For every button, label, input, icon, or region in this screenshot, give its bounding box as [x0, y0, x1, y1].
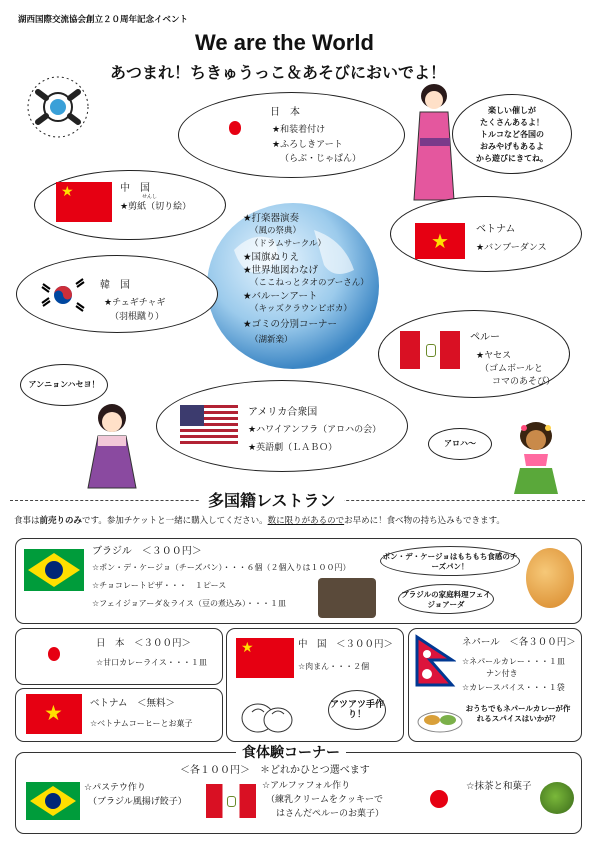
- brazil-item-1: ☆ポン・デ・ケージョ（チーズパン）・・・６個（２個入りは１００円）: [92, 563, 351, 572]
- peru-item-3: コマのあそび）: [492, 377, 556, 387]
- nikuman-icon: [236, 690, 296, 736]
- guide-line-2: たくさんあるよ！: [480, 118, 544, 127]
- restaurant-note: [14, 514, 505, 526]
- korea-item-1: ★チェギチャギ: [104, 298, 166, 308]
- event-subtitle: あつまれ！ちきゅうっこ＆あそびにおいでよ！: [110, 63, 447, 82]
- hula-girl-icon: [506, 420, 566, 495]
- note-bold: 前売りのみ: [39, 516, 83, 526]
- brazil-tag-1: ポン・デ・ケージョはもちもち食感のチーズパン！: [380, 546, 520, 576]
- nepal-restaurant-item-2: ナン付き: [486, 669, 518, 678]
- brazil-item-3: ☆フェイジョアーダ＆ライス（豆の煮込み）・・・１皿: [92, 599, 287, 608]
- organizer-line: 湖西国際交流協会創立２０周年記念イベント: [18, 15, 189, 25]
- note-under: 数に限りがあるので: [267, 516, 345, 526]
- china-restaurant-tag: アツアツ手作り！: [328, 690, 386, 730]
- peru-item-1: ★ヤセス: [476, 351, 512, 361]
- globe-item-8: （キッズクラウンピボカ）: [250, 304, 352, 314]
- vietnam-restaurant-item-1: ☆ベトナムコーヒーとお菓子: [90, 719, 193, 728]
- japan-exp-flag-icon: [430, 790, 448, 808]
- guide-line-1: 楽しい催しが: [488, 106, 536, 115]
- globe-item-4: ★国旗ぬりえ: [243, 252, 300, 263]
- korea-name: 韓 国: [100, 280, 130, 291]
- peru-item-2: （ゴムボールと: [480, 364, 543, 374]
- korea-flag-icon: [38, 278, 88, 312]
- note-pre: 食事は: [14, 516, 40, 526]
- usa-flag-icon: [180, 405, 238, 445]
- globe-item-7: ★バルーンアート: [243, 291, 318, 302]
- globe-item-1: ★打楽器演奏: [243, 213, 300, 224]
- guide-line-5: から遊びにきてね。: [476, 154, 548, 163]
- japan-restaurant-item-1: ☆甘口カレーライス・・・１皿: [96, 658, 207, 667]
- nepal-flag-icon: [414, 634, 456, 688]
- peru-exp-item-3: はさんだペルーのお菓子）: [276, 809, 385, 819]
- brazil-exp-flag-icon: [26, 782, 80, 820]
- japan-restaurant-flag-icon: [38, 642, 70, 666]
- nepal-restaurant-item-3: ☆カレースパイス・・・１袋: [462, 683, 565, 692]
- globe-item-2: （風の祭典）: [250, 226, 302, 236]
- peru-flag-icon: [400, 331, 460, 369]
- vietnam-name: ベトナム: [476, 224, 516, 235]
- china-restaurant-item-1: ☆肉まん・・・２個: [298, 662, 370, 671]
- vietnam-flag-icon: ★: [415, 223, 465, 259]
- japan-item-3: （らぶ・じゃぱん）: [280, 154, 362, 164]
- japan-exp-item-1: ☆抹茶と和菓子: [466, 781, 532, 792]
- peru-exp-flag-icon: [206, 784, 256, 818]
- brazil-item-2: ☆チョコレートピザ・・・ １ピース: [92, 581, 227, 590]
- japan-flag-icon: [220, 117, 250, 139]
- vietnam-item-1: ★バンブーダンス: [476, 243, 547, 253]
- japan-restaurant-header: 日 本 ＜３００円＞: [96, 638, 192, 649]
- korean-girl-speech: アンニョンハセヨ！: [20, 364, 108, 406]
- curry-icon: [416, 700, 464, 736]
- globe-item-6: （ここねっとタオのブーさん）: [250, 278, 369, 288]
- nepal-restaurant-tag: おうちでもネパールカレーが作れるスパイスはいかが？: [464, 700, 572, 738]
- usa-item-1: ★ハワイアンフラ（アロハの会）: [248, 425, 382, 435]
- brazil-exp-item-2: （ブラジル風揚げ餃子）: [88, 797, 187, 807]
- note-mid: です。参加チケットと一緒に購入してください。: [82, 516, 268, 526]
- korean-girl-icon: [82, 400, 142, 490]
- guide-line-3: トルコなど各国の: [480, 130, 544, 139]
- brazil-tag-2: ブラジルの家庭料理フェイジョアーダ: [398, 584, 494, 614]
- peru-name: ペルー: [470, 332, 500, 343]
- feijoada-photo: [318, 578, 376, 618]
- vietnam-restaurant-flag-icon: ★: [26, 694, 82, 734]
- cheese-bread-photo: [526, 548, 574, 608]
- china-restaurant-header: 中 国 ＜３００円＞: [298, 639, 394, 650]
- japan-name: 日 本: [270, 107, 300, 118]
- globe-item-10: （湖新楽）: [250, 335, 293, 345]
- korea-item-2: （羽根蹴り）: [110, 312, 165, 322]
- brazil-exp-item-1: ☆パステウ作り: [84, 783, 146, 793]
- note-post: お早めに！食べ物の持ち込みもできます。: [344, 516, 505, 526]
- brazil-flag-icon: [24, 549, 84, 591]
- usa-item-2: ★英語劇（ＬＡＢＯ）: [248, 443, 338, 453]
- china-item-1: ★剪紙（切り絵）: [120, 202, 192, 212]
- matcha-photo: [540, 782, 574, 814]
- china-name: 中 国: [120, 183, 150, 194]
- food-experience-title: 食体験コーナー: [236, 742, 346, 762]
- globe-item-3: （ドラムサークル）: [250, 239, 326, 249]
- hula-girl-speech: アロハ〜: [428, 428, 492, 460]
- kids-logo-icon: [18, 72, 98, 142]
- guide-line-4: おみやげもあるよ: [480, 142, 544, 151]
- peru-exp-item-1: ☆アルファフォル作り: [262, 781, 351, 791]
- nepal-restaurant-header: ネパール ＜各３００円＞: [462, 637, 576, 648]
- globe-item-5: ★世界地図わなげ: [243, 265, 319, 276]
- japan-item-2: ★ふろしきアート: [272, 140, 343, 150]
- nepal-restaurant-item-1: ☆ネパールカレー・・・１皿: [462, 657, 565, 666]
- japan-item-1: ★和装着付け: [272, 125, 326, 135]
- china-ruby: せんし: [142, 194, 158, 200]
- globe-item-9: ★ゴミの分別コーナー: [243, 319, 338, 330]
- food-experience-header: ＜各１００円＞ ＊どれかひとつ選べます: [180, 765, 370, 776]
- vietnam-restaurant-header: ベトナム ＜無料＞: [90, 698, 176, 709]
- event-title: We are the World: [195, 30, 374, 55]
- brazil-header: ブラジル ＜３００円＞: [92, 546, 202, 557]
- guide-speech-bubble: [452, 94, 572, 174]
- china-restaurant-flag-icon: ★: [236, 638, 294, 678]
- peru-exp-item-2: （練乳クリームをクッキーで: [266, 795, 384, 805]
- usa-name: アメリカ合衆国: [248, 407, 318, 418]
- china-flag-icon: ★: [56, 182, 112, 222]
- restaurant-title: 多国籍レストラン: [200, 488, 344, 511]
